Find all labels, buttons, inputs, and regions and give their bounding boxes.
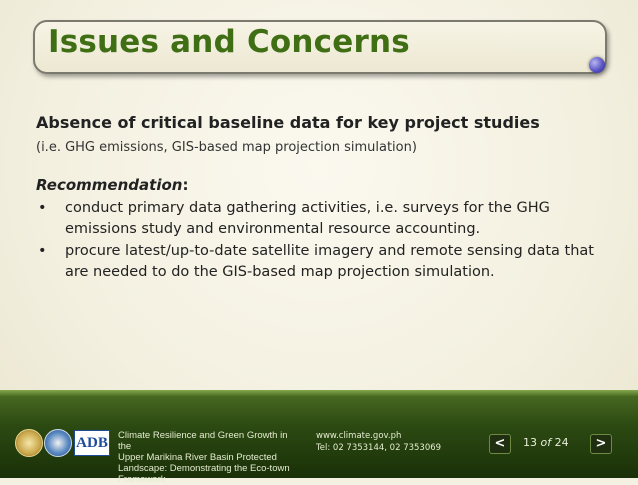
previous-slide-button[interactable]: < [489, 434, 511, 454]
recommendation-colon: : [182, 176, 189, 194]
project-title-line: Framework [118, 474, 166, 485]
list-item-text: procure latest/up-to-date satellite imagery and remote sensing data that are needed to do the GIS-based map projection simulation. [65, 243, 594, 280]
seal-logo-icon [15, 429, 43, 457]
agency-logo-icon [44, 429, 72, 457]
total-pages: 24 [554, 436, 569, 449]
recommendation-label: Recommendation [36, 176, 183, 194]
page-of-label: of [540, 436, 552, 449]
page-indicator [523, 436, 569, 449]
title-bar-knob-icon [589, 57, 605, 73]
issue-subheading: (i.e. GHG emissions, GIS-based map projection simulation) [36, 140, 417, 155]
telephone: Tel: 02 7353144, 02 7353069 [316, 443, 442, 453]
recommendation-line [36, 174, 596, 196]
project-title [118, 430, 303, 485]
next-slide-button[interactable]: > [590, 434, 612, 454]
list-item [36, 241, 596, 283]
website-link[interactable]: www.climate.gov.ph [316, 431, 402, 441]
project-title-line: Upper Marikina River Basin Protected [118, 452, 277, 463]
list-item-text: conduct primary data gathering activities, i.e. surveys for the GHG emissions study and environmental resource accounting. [65, 200, 550, 237]
adb-logo: ADB [74, 430, 110, 456]
current-page: 13 [523, 436, 537, 449]
partner-logos [15, 428, 107, 458]
bullet-icon: • [38, 243, 47, 259]
bullet-icon: • [38, 200, 47, 216]
project-title-line: Landscape: Demonstrating the Eco-town [118, 463, 290, 474]
slide-content [36, 112, 596, 284]
slide-title: Issues and Concerns [48, 24, 410, 60]
contact-info [316, 430, 486, 454]
list-item [36, 198, 596, 240]
project-title-line: Climate Resilience and Green Growth in the [118, 430, 288, 452]
recommendation-list [36, 198, 596, 283]
issue-heading: Absence of critical baseline data for key project studies [36, 113, 540, 132]
